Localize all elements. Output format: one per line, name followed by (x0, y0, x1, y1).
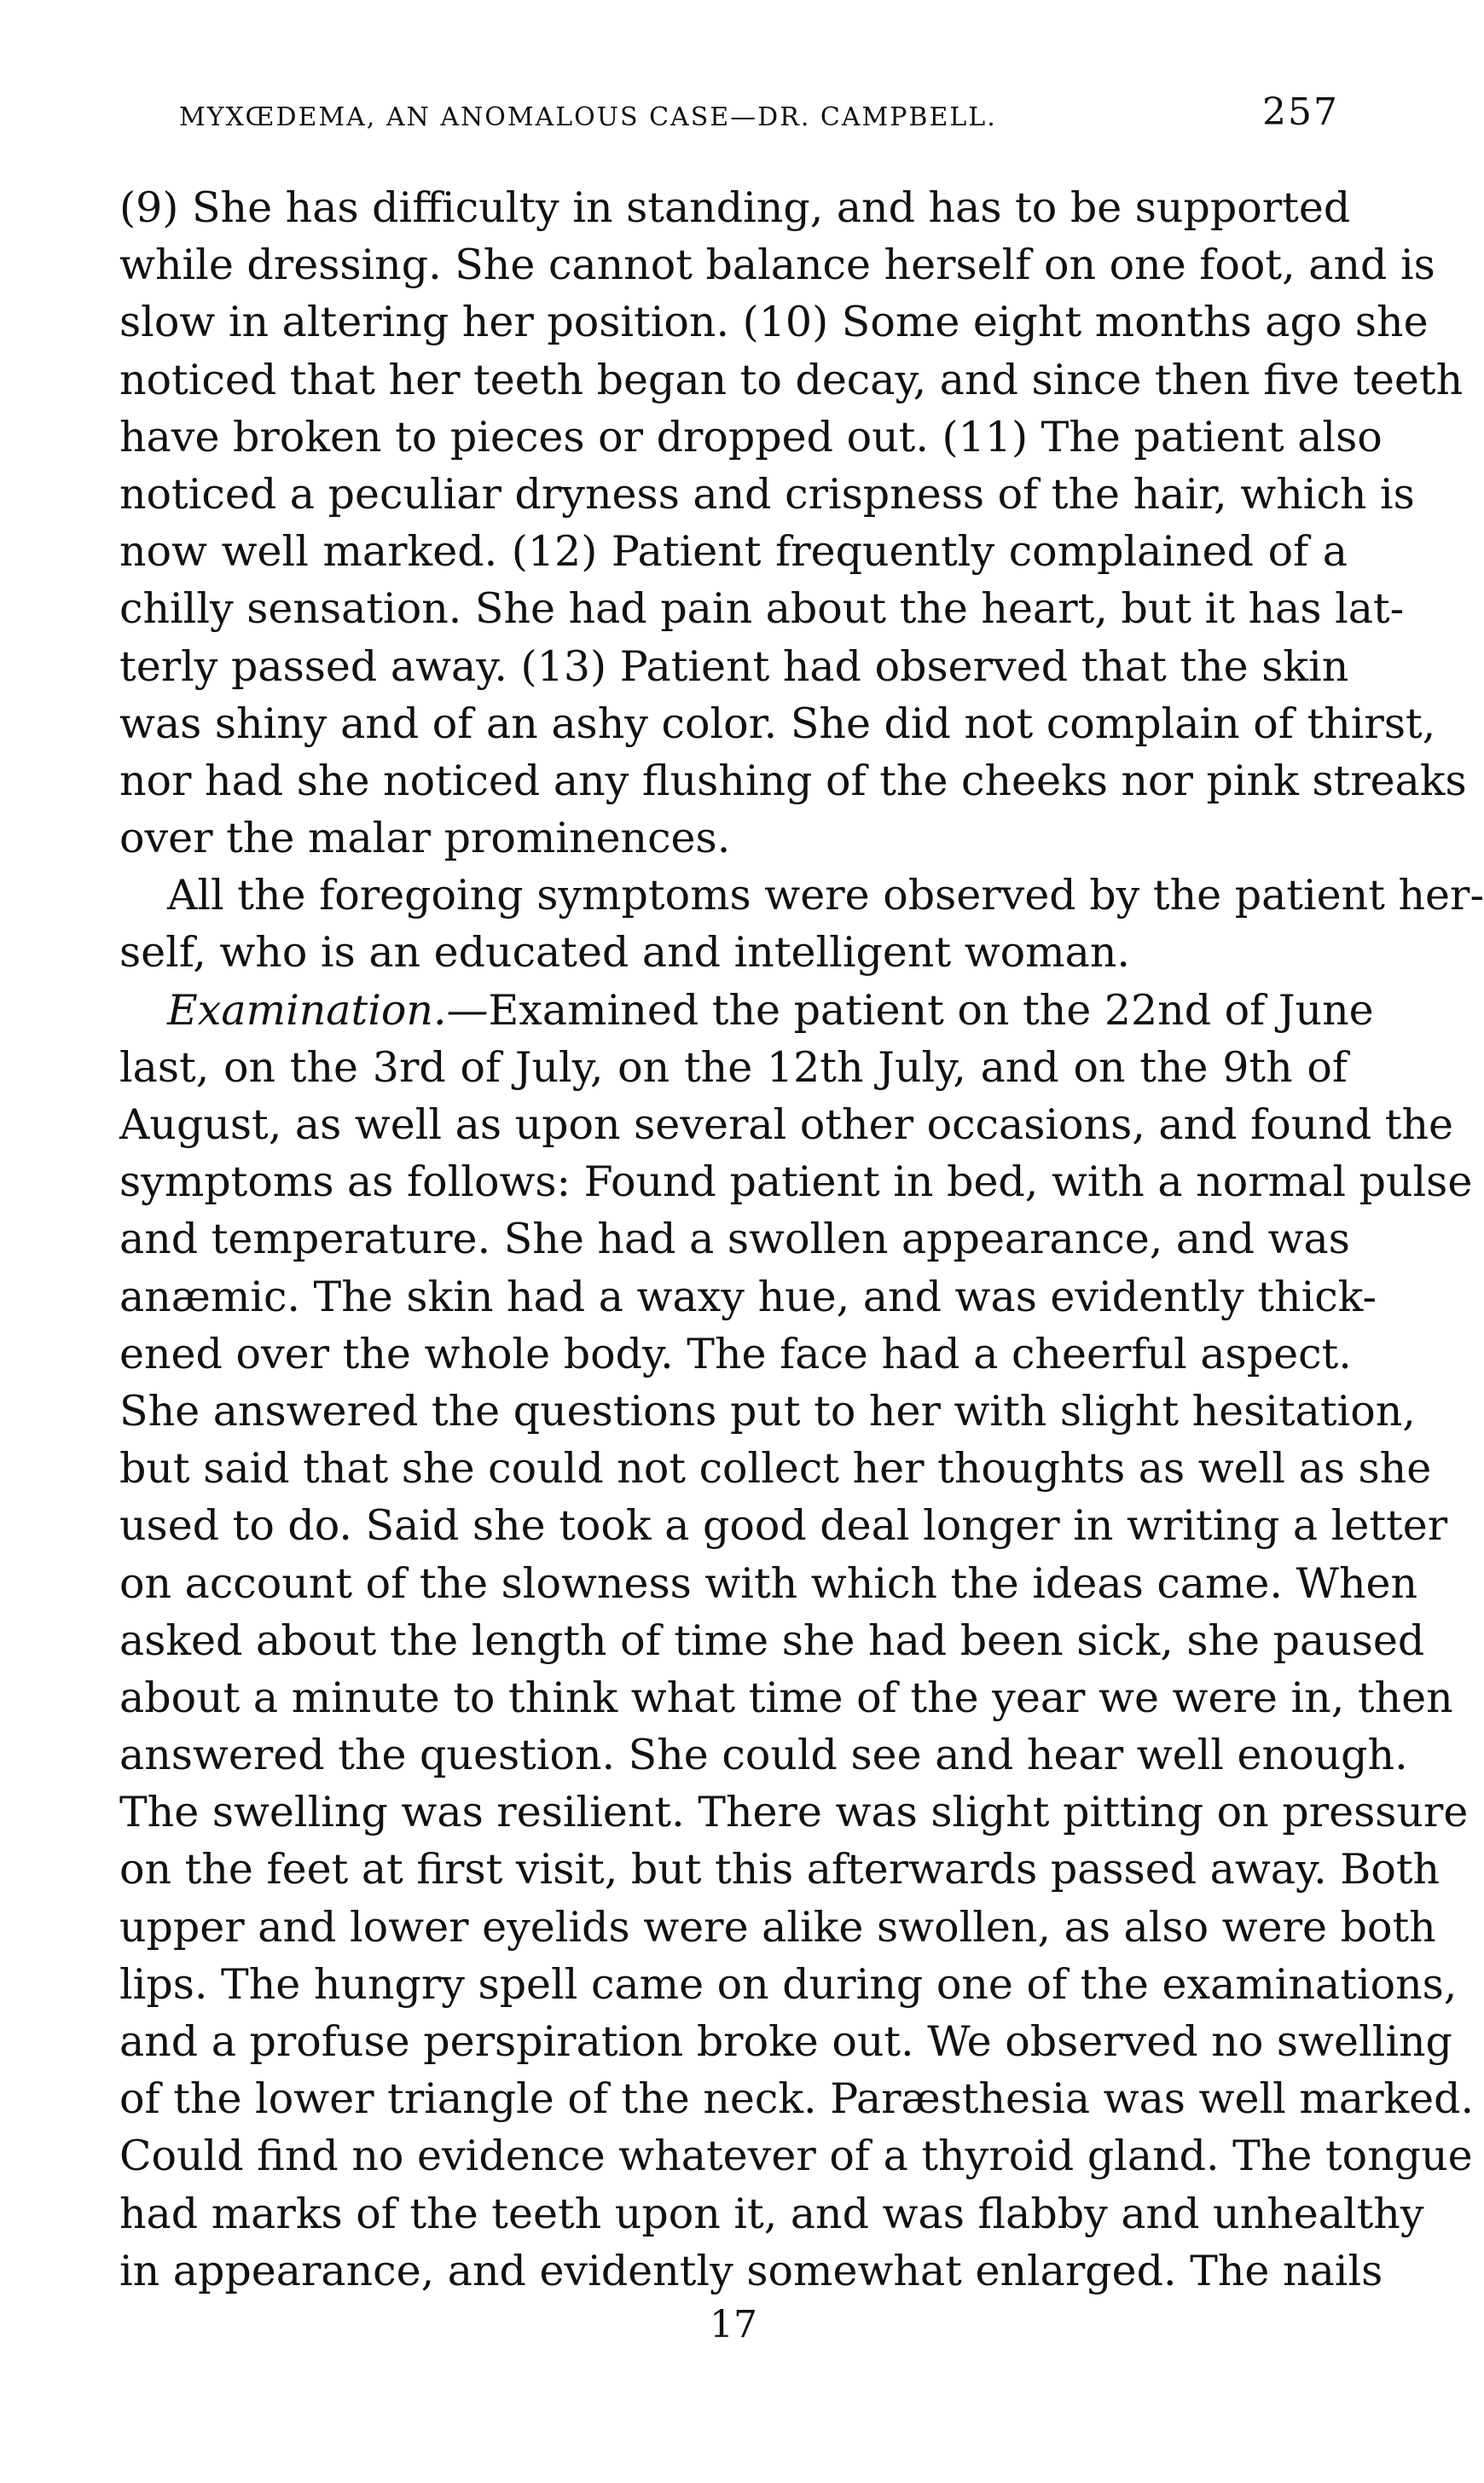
page-number: 257 (1262, 90, 1339, 134)
text-line: answered the question. She could see and hear well enough. (119, 1731, 1408, 1780)
text-line: while dressing. She cannot balance herself on one foot, and is (119, 241, 1435, 290)
text-line: anæmic. The skin had a waxy hue, and was evidently thick- (119, 1272, 1377, 1321)
text-line: about a minute to think what time of the year we were in, then (119, 1673, 1453, 1722)
book-page (119, 0, 1484, 2483)
text-line: had marks of the teeth upon it, and was flabby and unhealthy (119, 2189, 1424, 2238)
text-line: on account of the slowness with which the ideas came. When (119, 1558, 1418, 1608)
text-line: used to do. Said she took a good deal longer in writing a letter (119, 1501, 1448, 1551)
text-line: (9) She has difficulty in standing, and has to be supported (119, 183, 1351, 232)
text-line: but said that she could not collect her thoughts as well as she (119, 1444, 1432, 1494)
running-title: MYXŒDEMA, AN ANOMALOUS CASE—DR. CAMPBELL. (179, 102, 997, 132)
text-line: nor had she noticed any flushing of the cheeks nor pink streaks (119, 756, 1467, 805)
text-line: Could find no evidence whatever of a thyroid gland. The tongue (119, 2132, 1473, 2181)
text-line: last, on the 3rd of July, on the 12th July, and on the 9th of (119, 1042, 1348, 1092)
text-line: in appearance, and evidently somewhat enlarged. The nails (119, 2246, 1383, 2295)
text-line: and temperature. She had a swollen appearance, and was (119, 1215, 1350, 1264)
text-line: of the lower triangle of the neck. Paræsthesia was well marked. (119, 2074, 1475, 2124)
text-line: slow in altering her position. (10) Some eight months ago she (119, 298, 1429, 347)
text-line: have broken to pieces or dropped out. (11) The patient also (119, 412, 1383, 461)
text-line: noticed that her teeth began to decay, and since then five teeth (119, 355, 1464, 404)
body-text (119, 179, 1484, 2300)
text-line: and a profuse perspiration broke out. We observed no swelling (119, 2017, 1452, 2066)
text-line: All the foregoing symptoms were observed by the patient her- (167, 871, 1484, 920)
signature-mark: 17 (710, 2303, 757, 2347)
running-head (119, 90, 1348, 142)
text-line: on the feet at first visit, but this afterwards passed away. Both (119, 1845, 1441, 1894)
text-line: She answered the questions put to her with slight hesitation, (119, 1386, 1416, 1436)
text-line: asked about the length of time she had been sick, she paused (119, 1616, 1425, 1665)
text-line: self, who is an educated and intelligent woman. (119, 928, 1130, 978)
text-line: lips. The hungry spell came on during one of the examinations, (119, 1959, 1458, 2009)
text-line: over the malar prominences. (119, 814, 731, 863)
text-line: was shiny and of an ashy color. She did not complain of thirst, (119, 699, 1436, 748)
text-line: The swelling was resilient. There was slight pitting on pressure (119, 1788, 1469, 1837)
text-line: August, as well as upon several other occasions, and found the (119, 1100, 1454, 1149)
run-in-heading: Examination.— (167, 985, 489, 1035)
text-line: upper and lower eyelids were alike swollen, as also were both (119, 1902, 1436, 1952)
text-line-continuation: Examined the patient on the 22nd of June (488, 985, 1374, 1035)
text-line: terly passed away. (13) Patient had observed that the skin (119, 641, 1349, 691)
text-line (119, 982, 1374, 1039)
text-line: ened over the whole body. The face had a cheerful aspect. (119, 1329, 1352, 1378)
text-line: chilly sensation. She had pain about the heart, but it has lat- (119, 584, 1405, 634)
text-line: noticed a peculiar dryness and crispness of the hair, which is (119, 469, 1415, 519)
text-line: now well marked. (12) Patient frequently complained of a (119, 527, 1348, 577)
text-line: symptoms as follows: Found patient in bed, with a normal pulse (119, 1157, 1473, 1207)
